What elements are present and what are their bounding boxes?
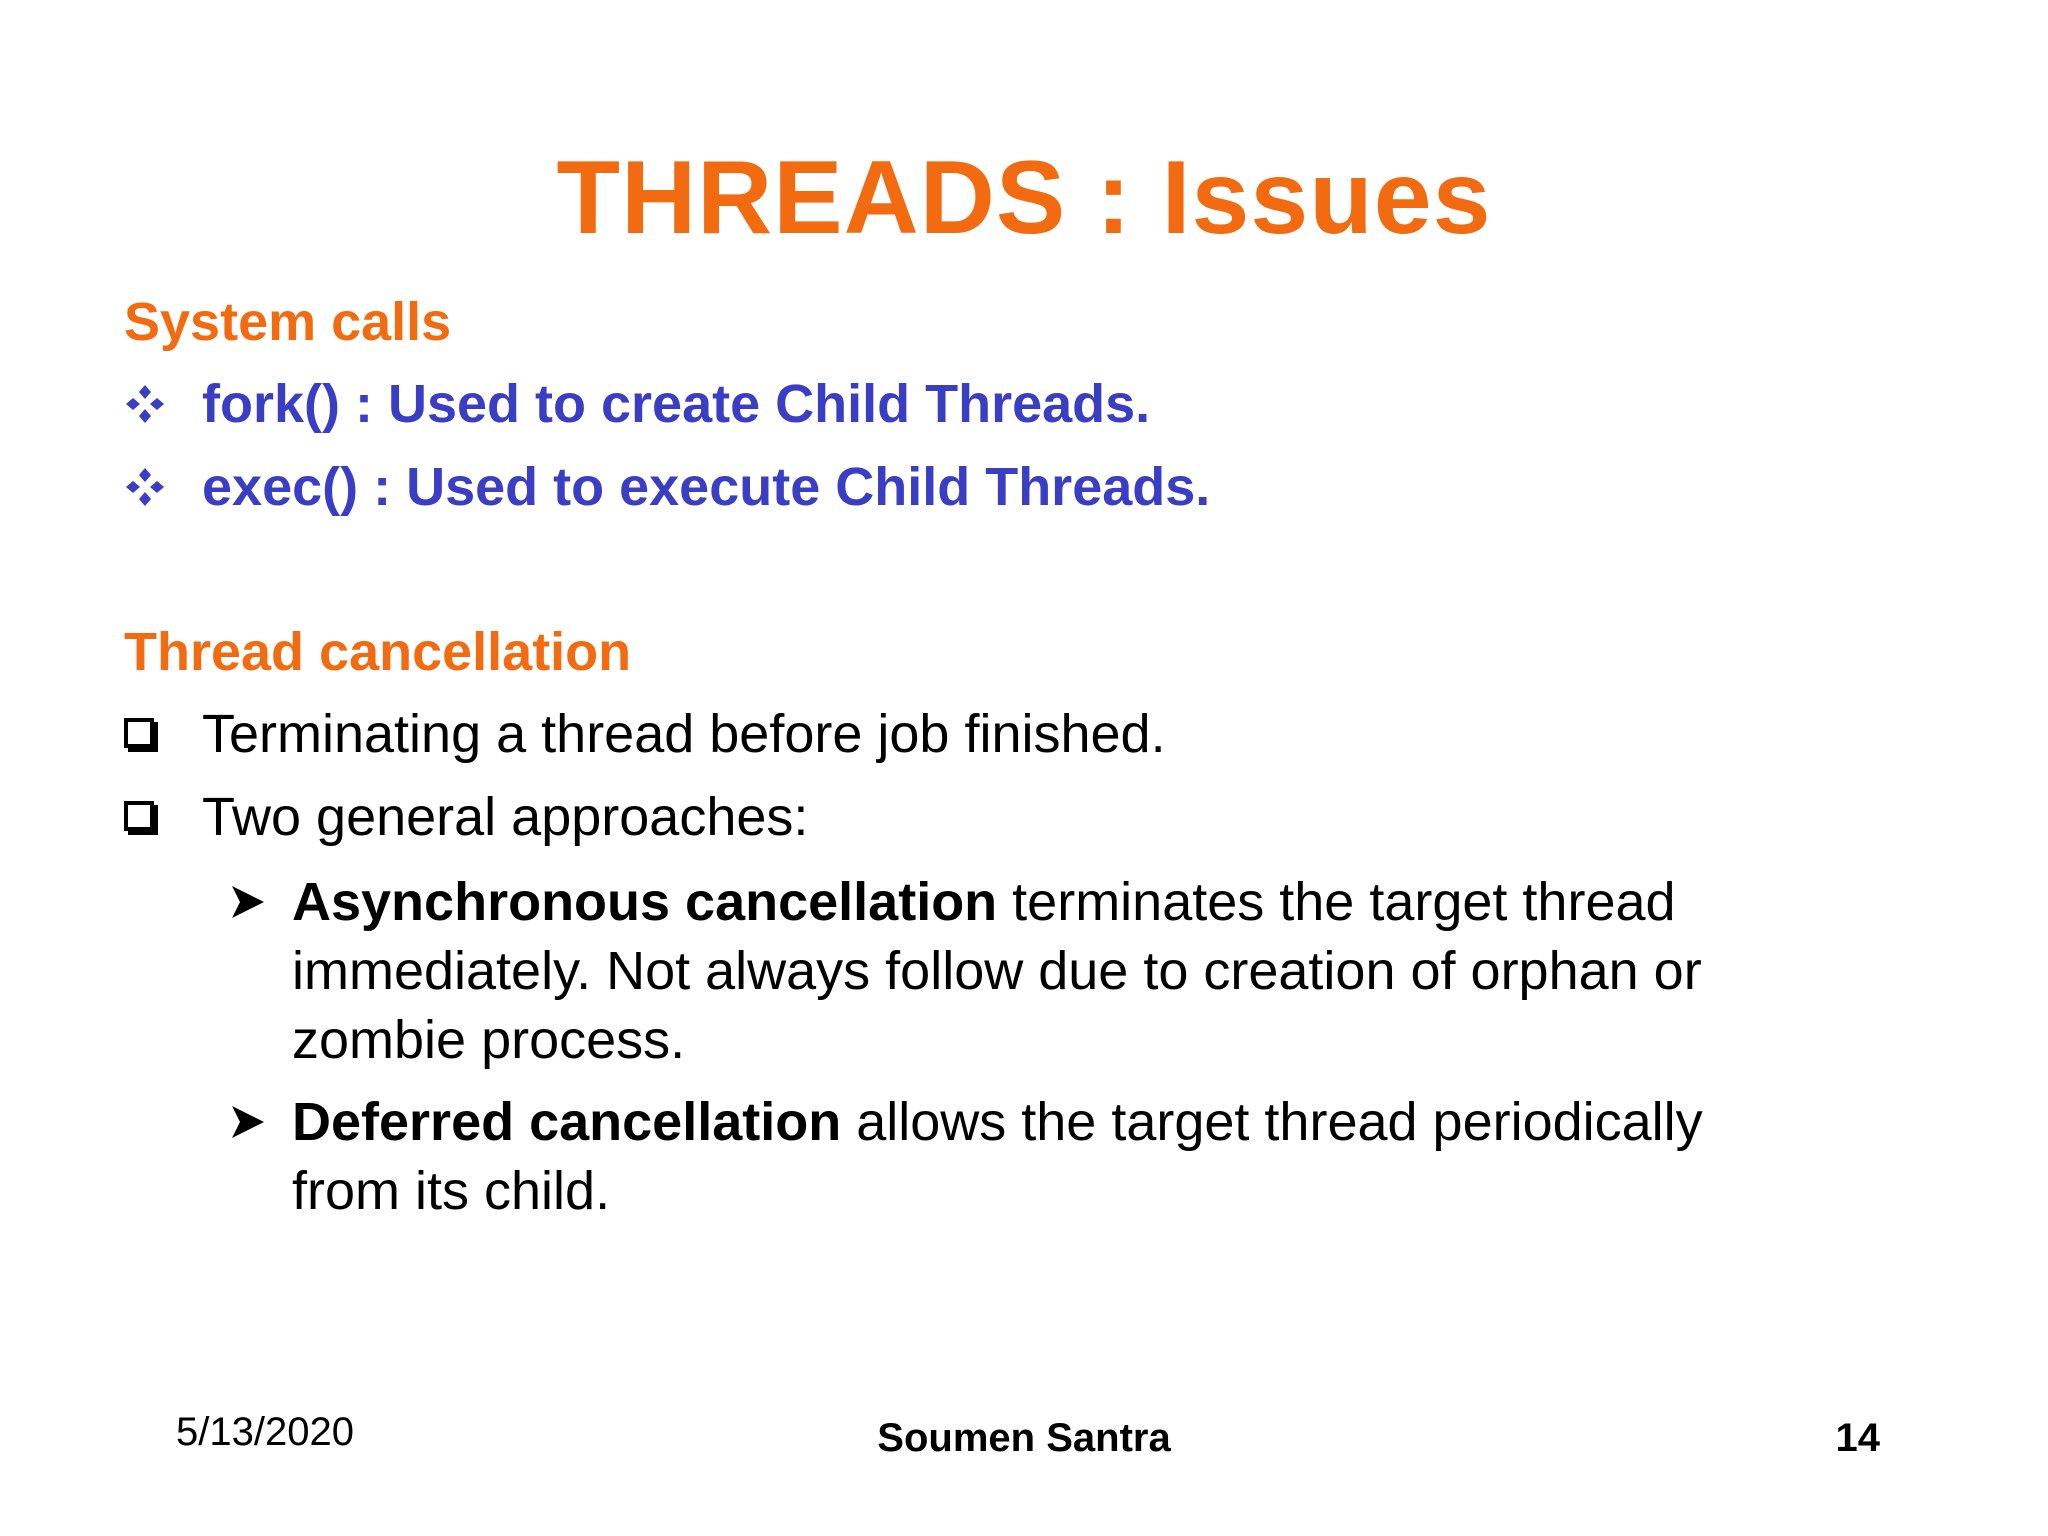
cancellation-item-text: Terminating a thread before job finished.: [202, 704, 1166, 764]
arrow-bullet-icon: [228, 868, 288, 939]
footer-date: 5/13/2020: [176, 1410, 354, 1454]
diamond-bullet-icon: [124, 455, 202, 519]
approach-item-deferred: [228, 1088, 1808, 1226]
footer-author: Soumen Santra: [877, 1416, 1171, 1460]
cancellation-item-text: Two general approaches:: [202, 787, 809, 847]
approach-description: allows the target thread periodically from its child.: [292, 1092, 1703, 1221]
arrow-bullet-icon: [228, 1088, 288, 1159]
approach-term: Deferred cancellation: [292, 1092, 842, 1152]
heading-system-calls: System calls: [124, 292, 452, 352]
cancellation-item: [124, 785, 808, 849]
approach-item-asynchronous: [228, 868, 1808, 1075]
checkbox-bullet-icon: [124, 785, 202, 849]
slide-title: THREADS : Issues: [556, 140, 1492, 256]
approach-text: [292, 868, 1808, 1075]
approach-description: terminates the target thread immediately. Not always follow due to creation of orphan or zombie process.: [292, 872, 1702, 1070]
approach-term: Asynchronous cancellation: [292, 872, 998, 932]
checkbox-bullet-icon: [124, 702, 202, 766]
system-call-text: fork() : Used to create Child Threads.: [202, 374, 1151, 434]
heading-thread-cancellation: Thread cancellation: [124, 622, 632, 682]
system-call-item: [124, 455, 1210, 519]
diamond-bullet-icon: [124, 372, 202, 436]
approach-text: [292, 1088, 1808, 1226]
system-call-item: [124, 372, 1150, 436]
cancellation-item: [124, 702, 1166, 766]
system-call-text: exec() : Used to execute Child Threads.: [202, 457, 1211, 517]
footer-page-number: 14: [1835, 1416, 1880, 1460]
